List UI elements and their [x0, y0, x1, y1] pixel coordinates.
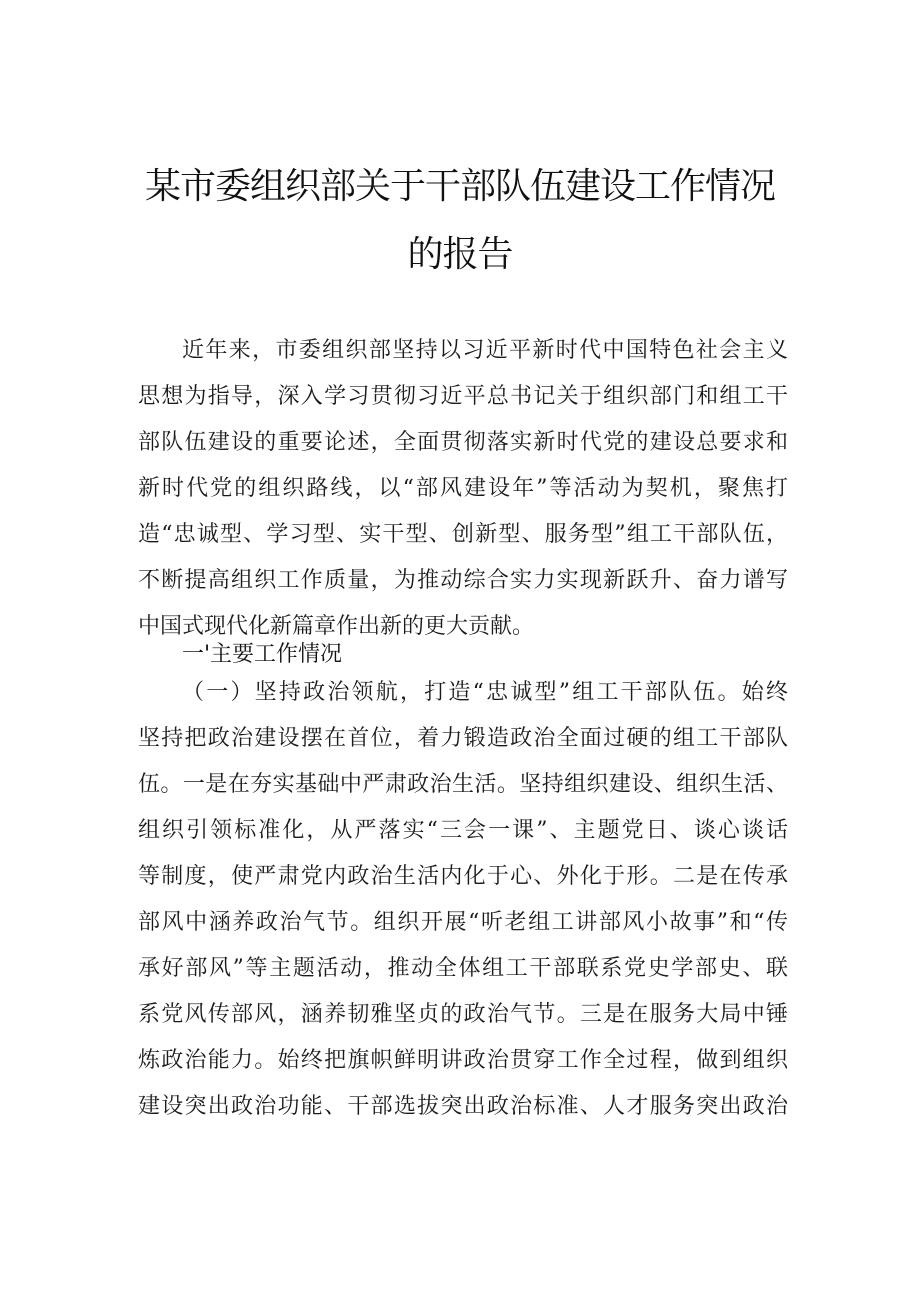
intro-line-3: 部队伍建设的重要论述，全面贯彻落实新时代党的建设总要求和 — [138, 430, 788, 455]
body-line-9: 炼政治能力。始终把旗帜鲜明讲政治贯穿工作全过程，做到组织 — [138, 1048, 788, 1073]
body-line-3: 伍。一是在夯实基础中严肃政治生活。坚持组织建设、组织生活、 — [138, 772, 788, 797]
body-line-1: （一）坚持政治领航，打造“忠诚型”组工干部队伍。始终 — [182, 680, 788, 705]
body-line-4: 组织引领标准化，从严落实“三会一课”、主题党日、谈心谈话 — [138, 818, 788, 843]
intro-line-6: 不断提高组织工作质量，为推动综合实力实现新跃升、奋力谱写 — [138, 568, 788, 593]
body-line-5: 等制度，使严肃党内政治生活内化于心、外化于形。二是在传承 — [138, 864, 788, 889]
intro-line-1: 近年来，市委组织部坚持以习近平新时代中国特色社会主义 — [182, 338, 788, 363]
body-line-8: 系党风传部风，涵养韧雅坚贞的政治气节。三是在服务大局中锤 — [138, 1002, 788, 1027]
body-line-10: 建设突出政治功能、干部选拔突出政治标准、人才服务突出政治 — [138, 1094, 788, 1119]
intro-line-7: 中国式现代化新篇章作出新的更大贡献。 — [138, 614, 535, 639]
intro-line-2: 思想为指导，深入学习贯彻习近平总书记关于组织部门和组工干 — [138, 384, 788, 409]
report-title-line-2: 的报告 — [407, 234, 513, 275]
intro-line-4: 新时代党的组织路线，以“部风建设年”等活动为契机，聚焦打 — [138, 476, 788, 501]
intro-paragraph — [138, 328, 788, 650]
report-title-line-1: 某市委组织部关于干部队伍建设工作情况 — [144, 166, 775, 207]
body-line-6: 部风中涵养政治气节。组织开展“听老组工讲部风小故事”和“传 — [138, 910, 788, 935]
body-line-2: 坚持把政治建设摆在首位，着力锻造政治全面过硬的组工干部队 — [138, 726, 788, 751]
intro-line-5: 造“忠诚型、学习型、实干型、创新型、服务型”组工干部队伍， — [138, 522, 788, 547]
section-heading: 一'主要工作情况 — [182, 642, 343, 667]
body-paragraph — [138, 670, 788, 1130]
body-line-7: 承好部风”等主题活动，推动全体组工干部联系党史学部史、联 — [138, 956, 788, 981]
